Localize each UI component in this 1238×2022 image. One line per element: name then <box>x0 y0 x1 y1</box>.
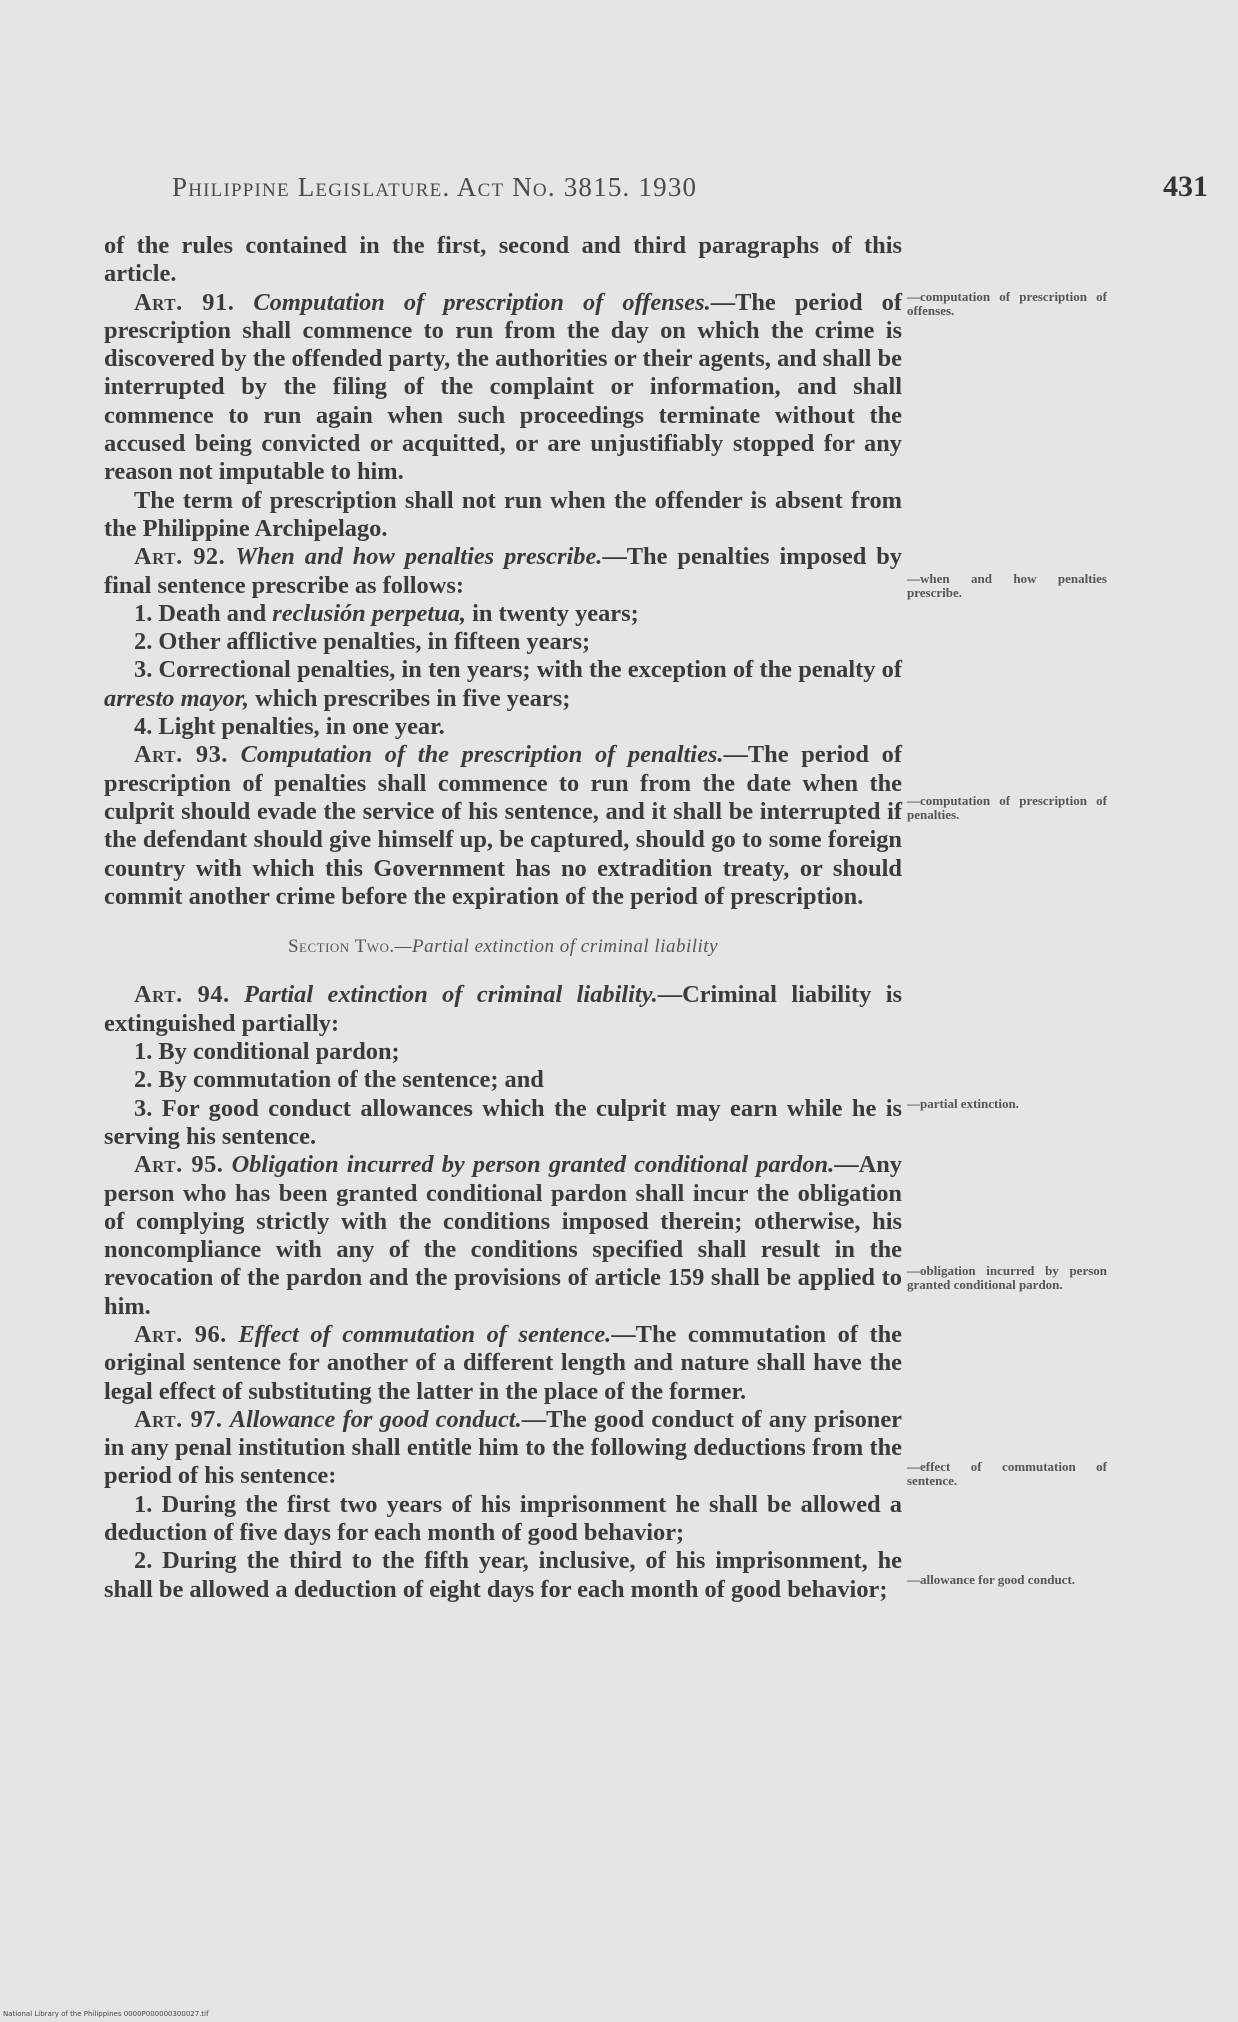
item-text: 1. Death and <box>134 599 273 627</box>
article-title: Computation of prescription of offenses. <box>253 288 711 316</box>
article-label: Art. 96. <box>134 1320 227 1348</box>
article-94-item-1: 1. By conditional pardon; <box>134 1038 400 1066</box>
article-92-item-4: 4. Light penalties, in one year. <box>134 713 445 741</box>
margin-note-art92: —when and how penalties prescribe. <box>907 571 1107 600</box>
article-title: Effect of commutation of sentence. <box>238 1320 612 1348</box>
item-text: 3. Correctional penalties, in ten years; with the exception of the penalty of <box>134 656 902 684</box>
article-92-item-3 <box>104 656 902 713</box>
margin-note-art91: —computation of prescription of offenses. <box>907 289 1107 318</box>
article-97-item-1: 1. During the first two years of his imprisonment he shall be allowed a deduction of five days for each month of good behavior; <box>104 1490 902 1547</box>
article-label: Art. 93. <box>134 741 228 769</box>
article-title: Partial extinction of criminal liability. <box>244 981 658 1009</box>
article-text: —The period of prescription of penalties shall commence to run from the date when the culprit should evade the service of his sentence, and it shall be interrupted if the defendant should give himself up, be captured, should go to some foreign country with which this Government has no extradition treaty, or should commit another crime before the expiration of the period of prescription. <box>104 741 902 910</box>
article-95 <box>104 1151 902 1321</box>
article-label: Art. 97. <box>134 1405 223 1433</box>
section-heading <box>104 933 902 961</box>
item-text: which prescribes in five years; <box>249 684 571 712</box>
article-label: Art. 91. <box>134 288 235 316</box>
article-97 <box>104 1406 902 1491</box>
article-92 <box>104 543 902 600</box>
article-label: Art. 94. <box>134 981 230 1009</box>
margin-note-art95: —obligation incurred by person granted conditional pardon. <box>907 1263 1107 1292</box>
article-title: Allowance for good conduct. <box>229 1405 522 1433</box>
article-title: Computation of the prescription of penalties. <box>240 741 724 769</box>
page-header <box>172 172 1208 212</box>
running-head: Philippine Legislature. Act No. 3815. 1930 <box>172 172 698 202</box>
article-title: When and how penalties prescribe. <box>235 543 603 571</box>
margin-note-art93: —computation of prescription of penalties. <box>907 793 1107 822</box>
article-text: —The commutation of the original sentence for another of a different length and nature shall have the legal effect of substituting the latter in the place of the former. <box>104 1320 903 1405</box>
article-text: —The penalties imposed by final sentence prescribe as follows: <box>104 543 902 599</box>
item-text: in twenty years; <box>466 599 639 627</box>
article-text: —The good conduct of any prisoner in any penal institution shall entitle him to the following deductions from the period of his sentence: <box>104 1405 902 1490</box>
article-92-item-1 <box>104 600 902 628</box>
article-text: —The period of prescription shall commence to run from the day on which the crime is discovered by the offended party, the authorities or their agents, and shall be interrupted by the filing of the complaint or information, and shall commence to run again when such proceedings terminate without the accused being convicted or acquitted, or are unjustifiably stopped for any reason not imputable to him. <box>104 288 902 486</box>
section-label: Section Two. <box>287 936 395 958</box>
article-94-item-2: 2. By commutation of the sentence; and <box>134 1066 544 1094</box>
page-number: 431 <box>1163 170 1208 203</box>
carryover-paragraph: of the rules contained in the first, second and third paragraphs of this article. <box>104 232 902 288</box>
article-96 <box>104 1321 902 1406</box>
article-title: Obligation incurred by person granted conditional pardon. <box>231 1151 835 1179</box>
article-text: —Criminal liability is extinguished partially: <box>104 981 902 1037</box>
article-text: —Any person who has been granted conditional pardon shall incur the obligation of complying strictly with the conditions imposed therein; otherwise, his noncompliance with any of the conditions specified shall result in the revocation of the pardon and the provisions of article 159 shall be applied to him. <box>104 1151 902 1320</box>
article-92-item-2: 2. Other afflictive penalties, in fifteen years; <box>134 628 591 656</box>
article-label: Art. 92. <box>134 543 226 571</box>
article-label: Art. 95. <box>134 1151 224 1179</box>
article-94 <box>104 981 902 1038</box>
margin-note-art94: —partial extinction. <box>907 1096 1019 1111</box>
italic-term: arresto mayor, <box>104 684 249 712</box>
margin-note-art97: —allowance for good conduct. <box>907 1572 1076 1587</box>
margin-note-art96: —effect of commutation of sentence. <box>907 1459 1107 1488</box>
article-91 <box>104 289 902 487</box>
article-94-item-3: 3. For good conduct allowances which the culprit may earn while he is serving his sentence. <box>104 1094 902 1150</box>
body-text <box>104 232 902 1604</box>
scan-credit: National Library of the Philippines 0000P000000300027.tif <box>3 2010 209 2018</box>
section-title: —Partial extinction of criminal liability <box>394 936 719 958</box>
article-97-item-2: 2. During the third to the fifth year, inclusive, of his imprisonment, he shall be allowed a deduction of eight days for each month of good behavior; <box>104 1547 902 1603</box>
article-91-paragraph-2: The term of prescription shall not run when the offender is absent from the Philippine Archipelago. <box>104 486 902 542</box>
italic-term: reclusión perpetua, <box>272 599 467 627</box>
article-93 <box>104 741 902 911</box>
